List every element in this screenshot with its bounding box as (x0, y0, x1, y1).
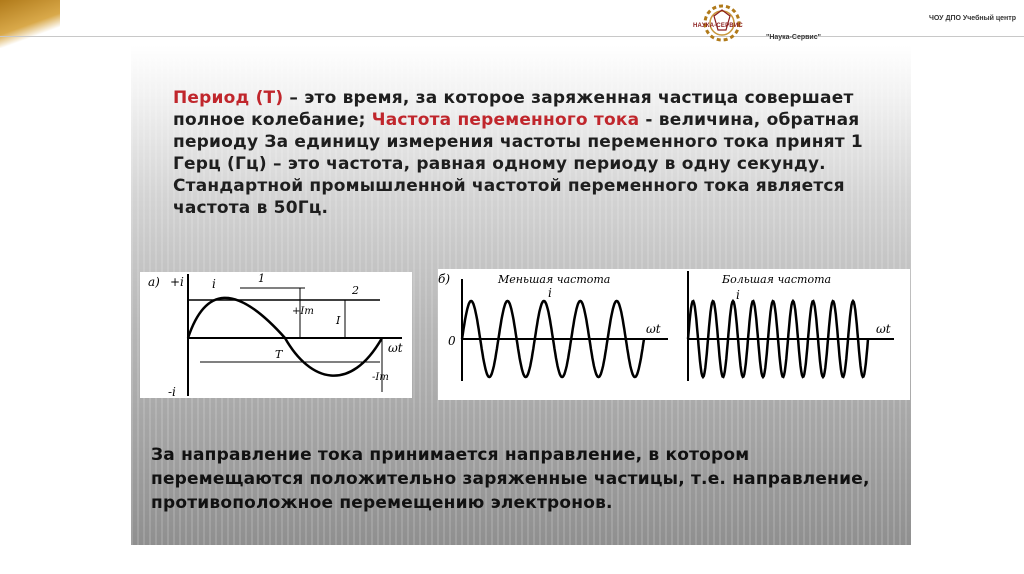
definition-text-1: – это время, за которое заряженная частица совершает полное колебание; (173, 88, 854, 130)
label-b: б) (438, 272, 451, 286)
sine-wave-diagram (140, 272, 412, 398)
label-plus-im: +Iт (292, 306, 314, 317)
label-i-high: i (736, 288, 740, 302)
label-minus-i: -i (168, 385, 176, 398)
label-I: I (336, 314, 341, 327)
logo-text: НАУКА-СЕРВИС (693, 23, 743, 29)
term-period: Период (Т) (173, 88, 284, 108)
high-frequency-title: Большая частота (722, 273, 832, 286)
definition-paragraph (173, 87, 873, 219)
label-omega-t-high: ωt (876, 322, 891, 336)
label-number-1: 1 (258, 272, 265, 285)
figure-frequency-compare (438, 269, 910, 400)
label-plus-i: +i (170, 275, 184, 289)
label-curve-i: i (212, 277, 216, 291)
label-i-low: i (548, 286, 552, 300)
term-frequency: Частота переменного тока (371, 110, 640, 130)
label-number-2: 2 (352, 284, 359, 297)
header-divider (0, 36, 1024, 37)
label-a: а) (148, 275, 160, 289)
label-T: T (275, 348, 283, 361)
org-subtitle: "Наука-Сервис" (766, 34, 821, 41)
org-name: ЧОУ ДПО Учебный центр (928, 15, 1016, 22)
figure-sine-period (140, 272, 412, 398)
label-minus-im: -Iт (372, 372, 389, 383)
direction-paragraph: За направление тока принимается направление, в котором перемещаются положительно заряженные частицы, т.е. направление, противоположное перемещению электронов. (151, 445, 870, 513)
definition-text-2: - величина, обратная периоду За единицу измерения частоты переменного тока принят 1 Герц (Гц) – это частота, равная одному периоду в одну секунду. Стандартной промышленной частотой переменного тока является частота в 50Гц. (173, 110, 863, 218)
corner-decoration (0, 0, 60, 48)
label-omega-t: ωt (388, 341, 403, 355)
frequency-diagram (438, 269, 910, 400)
slide-panel (131, 45, 911, 545)
low-frequency-title: Меньшая частота (498, 273, 611, 286)
label-zero: 0 (448, 334, 456, 348)
label-omega-t-low: ωt (646, 322, 661, 336)
